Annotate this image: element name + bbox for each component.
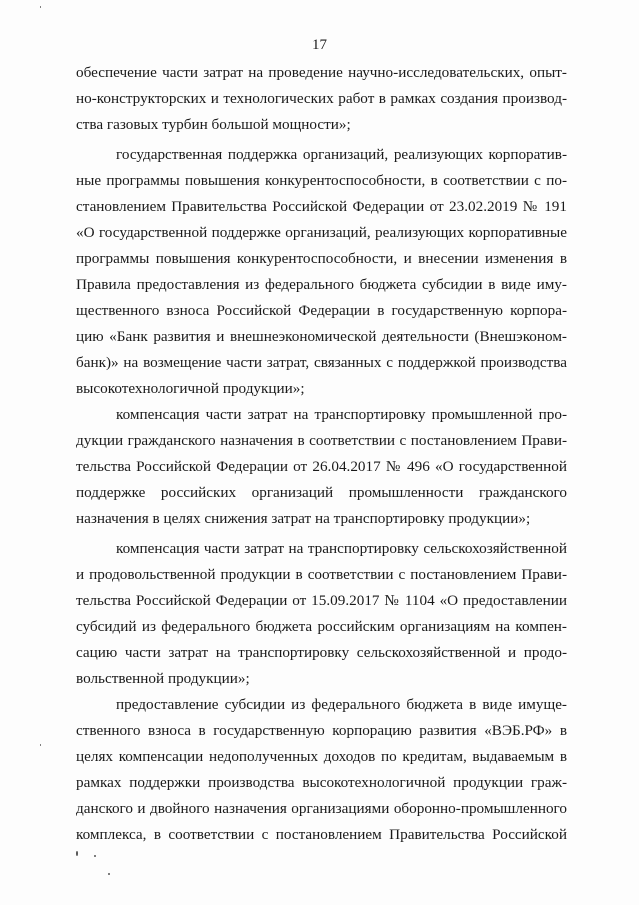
text-line: данского и двойного назначения организациями оборонно-промышленного xyxy=(76,800,567,817)
text-line: банк)» на возмещение части затрат, связанных с поддержкой производства xyxy=(76,354,567,371)
text-line: ства газовых турбин большой мощности»; xyxy=(76,116,351,133)
text-line: сацию части затрат на транспортировку сельскохозяйственной и продо- xyxy=(76,644,567,661)
text-line: дукции гражданского назначения в соответствии с постановлением Прави- xyxy=(76,432,567,449)
text-line: ственного взноса в государственную корпорацию развития «ВЭБ.РФ» в xyxy=(76,722,567,739)
paragraph-first-line: компенсация части затрат на транспортировку промышленной про- xyxy=(116,406,567,423)
text-line: «О государственной поддержке организаций, реализующих корпоративные xyxy=(76,224,567,241)
text-line: тельства Российской Федерации от 26.04.2017 № 496 «О государственной xyxy=(76,458,567,475)
text-line: высокотехнологичной продукции»; xyxy=(76,380,305,397)
paragraph-first-line: предоставление субсидии из федерального бюджета в виде имуще- xyxy=(116,696,567,713)
text-line: становлением Правительства Российской Федерации от 23.02.2019 № 191 xyxy=(76,198,567,215)
text-line: комплекса, в соответствии с постановлением Правительства Российской xyxy=(76,826,567,843)
page-number: 17 xyxy=(312,37,327,53)
scan-speck xyxy=(40,744,41,746)
text-line: ные программы повышения конкурентоспособности, в соответствии с по- xyxy=(76,172,567,189)
text-line: рамках поддержки производства высокотехнологичной продукции граж- xyxy=(76,774,567,791)
text-line: субсидий из федерального бюджета российским организациям на компен- xyxy=(76,618,567,635)
text-line: целях компенсации недополученных доходов по кредитам, выдаваемым в xyxy=(76,748,567,765)
scan-speck xyxy=(108,873,110,875)
text-line: щественного взноса Российской Федерации в государственную корпора- xyxy=(76,302,567,319)
scan-speck xyxy=(94,855,96,857)
paragraph-first-line: государственная поддержка организаций, реализующих корпоратив- xyxy=(116,146,567,163)
scan-speck xyxy=(40,6,41,8)
text-line: и продовольственной продукции в соответствии с постановлением Прави- xyxy=(76,566,567,583)
text-line: цию «Банк развития и внешнеэкономической деятельности (Внешэконом- xyxy=(76,328,567,345)
text-line: назначения в целях снижения затрат на транспортировку продукции»; xyxy=(76,510,531,527)
text-line: Правила предоставления из федерального бюджета субсидии в виде иму- xyxy=(76,276,567,293)
text-line: поддержке российских организаций промышленности гражданского xyxy=(76,484,567,501)
text-line: но-конструкторских и технологических работ в рамках создания производ- xyxy=(76,90,567,107)
text-line: тельства Российской Федерации от 15.09.2017 № 1104 «О предоставлении xyxy=(76,592,567,609)
paragraph-first-line: компенсация части затрат на транспортировку сельскохозяйственной xyxy=(116,540,567,557)
text-line: обеспечение части затрат на проведение научно-исследовательских, опыт- xyxy=(76,64,567,81)
text-line: программы повышения конкурентоспособности, и внесении изменения в xyxy=(76,250,567,267)
scan-speck xyxy=(76,851,78,856)
text-line: вольственной продукции»; xyxy=(76,670,250,687)
